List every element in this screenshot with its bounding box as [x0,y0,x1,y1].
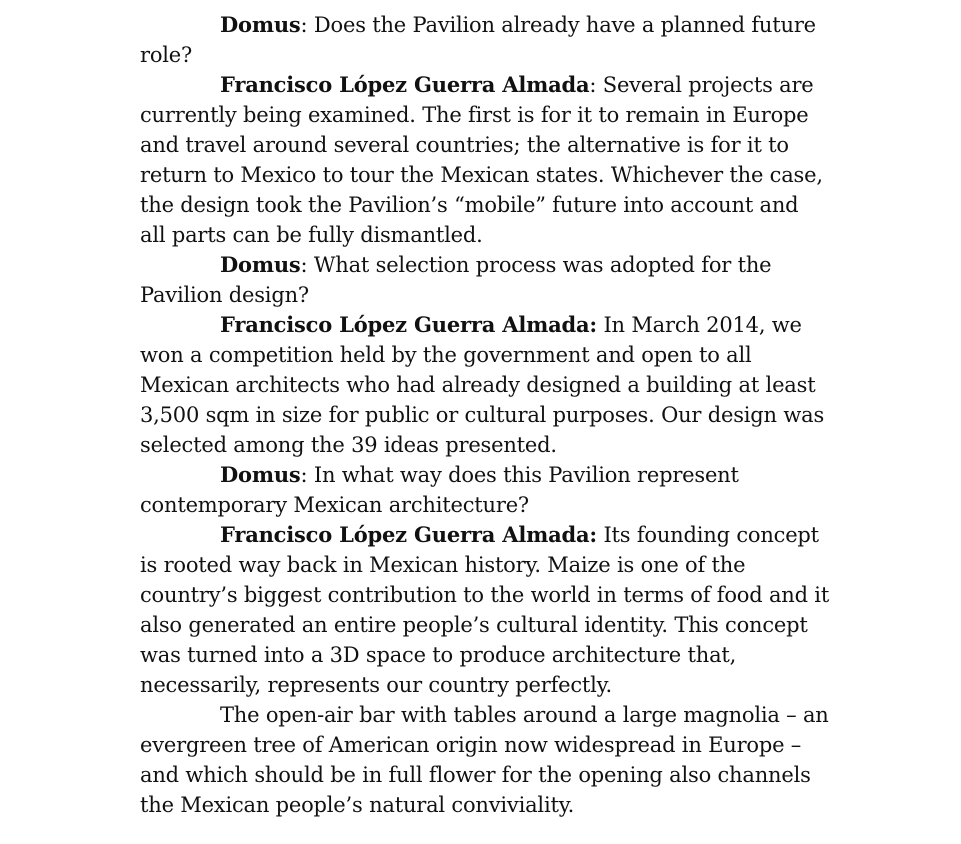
answer-paragraph [140,70,830,250]
speaker-name: Francisco López Guerra Almada: [220,522,597,547]
speaker-name: Domus [220,462,301,487]
paragraph-text: : Does the Pavilion already have a planned future role? [140,13,816,67]
question-paragraph [140,10,830,70]
paragraph-text: In March 2014, we won a competition held by the government and open to all Mexican architects who had already designed a building at least 3,500 sqm in size for public or cultural purposes. Our design was selected among the 39 ideas presented. [140,313,825,457]
body-paragraph [140,700,830,820]
paragraph-text: The open-air bar with tables around a large magnolia – an evergreen tree of American origin now widespread in Europe – and which should be in full flower for the opening also channels the Mexican people’s natural conviviality. [140,703,829,817]
speaker-name: Domus [220,252,301,277]
speaker-name: Domus [220,12,301,37]
question-paragraph [140,460,830,520]
paragraph-text: : In what way does this Pavilion represent contemporary Mexican architecture? [140,463,739,517]
answer-paragraph [140,520,830,700]
question-paragraph [140,250,830,310]
answer-paragraph [140,310,830,460]
paragraph-text: : What selection process was adopted for the Pavilion design? [140,253,772,307]
paragraph-text: : Several projects are currently being examined. The first is for it to remain in Europe and travel around several countries; the alternative is for it to return to Mexico to tour the Mexican states. Whichever the case, the design took the Pavilion’s “mobile” future into account and all parts can be fully dismantled. [140,73,823,247]
paragraph-text: Its founding concept is rooted way back in Mexican history. Maize is one of the country’s biggest contribution to the world in terms of food and it also generated an entire people’s cultural identity. This concept was turned into a 3D space to produce architecture that, necessarily, represents our country perfectly. [140,523,830,697]
speaker-name: Francisco López Guerra Almada [220,72,590,97]
speaker-name: Francisco López Guerra Almada: [220,312,597,337]
interview-text [140,10,830,820]
